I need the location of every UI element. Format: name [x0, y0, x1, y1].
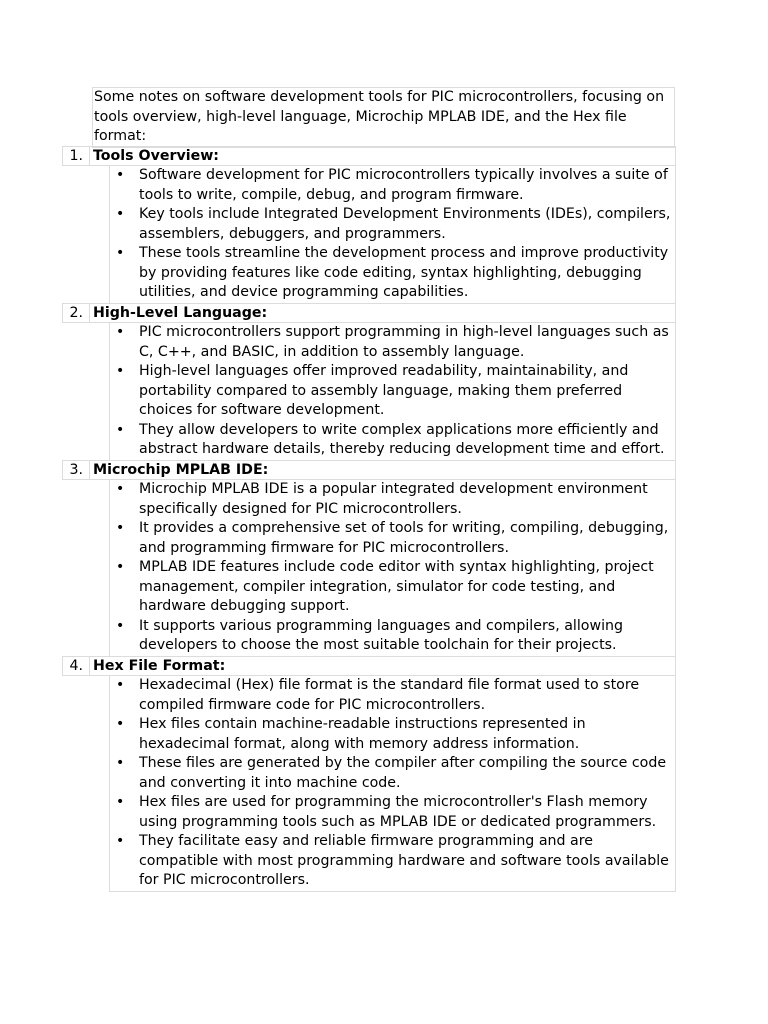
bullet-item: • It provides a comprehensive set of tools for writing, compiling, debugging, and programming firmware for PIC microcontrollers.	[110, 519, 675, 558]
section-number: 4.	[69, 658, 83, 674]
intro-paragraph: Some notes on software development tools for PIC microcontrollers, focusing on tools overview, high-level language, Microchip MPLAB IDE, and the Hex file format:	[92, 87, 675, 148]
section-2-bullets	[109, 323, 676, 461]
section-3-heading	[62, 460, 676, 480]
section-3-bullets	[109, 480, 676, 657]
section-title: Hex File Format:	[93, 658, 226, 674]
bullet-item: • These tools streamline the development process and improve productivity by providing features like code editing, syntax highlighting, debugging utilities, and device programming capabilities.	[110, 244, 675, 303]
bullet-item: • High-level languages offer improved readability, maintainability, and portability compared to assembly language, making them preferred choices for software development.	[110, 362, 675, 421]
section-1-heading	[62, 146, 676, 166]
bullet-item: • Hex files are used for programming the microcontroller's Flash memory using programming tools such as MPLAB IDE or dedicated programmers.	[110, 793, 675, 832]
section-title: Tools Overview:	[93, 148, 219, 164]
bullet-item: • These files are generated by the compiler after compiling the source code and converting it into machine code.	[110, 754, 675, 793]
section-1-bullets	[109, 166, 676, 304]
bullet-item: • PIC microcontrollers support programming in high-level languages such as C, C++, and BASIC, in addition to assembly language.	[110, 323, 675, 362]
bullet-item: • They facilitate easy and reliable firmware programming and are compatible with most programming hardware and software tools available for PIC microcontrollers.	[110, 832, 675, 891]
section-number: 1.	[69, 148, 83, 164]
section-2-heading	[62, 303, 676, 323]
section-title: High-Level Language:	[93, 305, 268, 321]
section-4-bullets	[109, 676, 676, 892]
bullet-item: • Microchip MPLAB IDE is a popular integrated development environment specifically designed for PIC microcontrollers.	[110, 480, 675, 519]
bullet-item: • Software development for PIC microcontrollers typically involves a suite of tools to write, compile, debug, and program firmware.	[110, 166, 675, 205]
bullet-item: • MPLAB IDE features include code editor with syntax highlighting, project management, compiler integration, simulator for code testing, and hardware debugging support.	[110, 558, 675, 617]
bullet-item: • It supports various programming languages and compilers, allowing developers to choose the most suitable toolchain for their projects.	[110, 617, 675, 656]
bullet-item: • They allow developers to write complex applications more efficiently and abstract hardware details, thereby reducing development time and effort.	[110, 421, 675, 460]
section-number: 3.	[69, 462, 83, 478]
section-title: Microchip MPLAB IDE:	[93, 462, 269, 478]
bullet-item: • Key tools include Integrated Development Environments (IDEs), compilers, assemblers, debuggers, and programmers.	[110, 205, 675, 244]
section-number: 2.	[69, 305, 83, 321]
bullet-item: • Hex files contain machine-readable instructions represented in hexadecimal format, along with memory address information.	[110, 715, 675, 754]
bullet-item: • Hexadecimal (Hex) file format is the standard file format used to store compiled firmware code for PIC microcontrollers.	[110, 676, 675, 715]
section-4-heading	[62, 656, 676, 676]
